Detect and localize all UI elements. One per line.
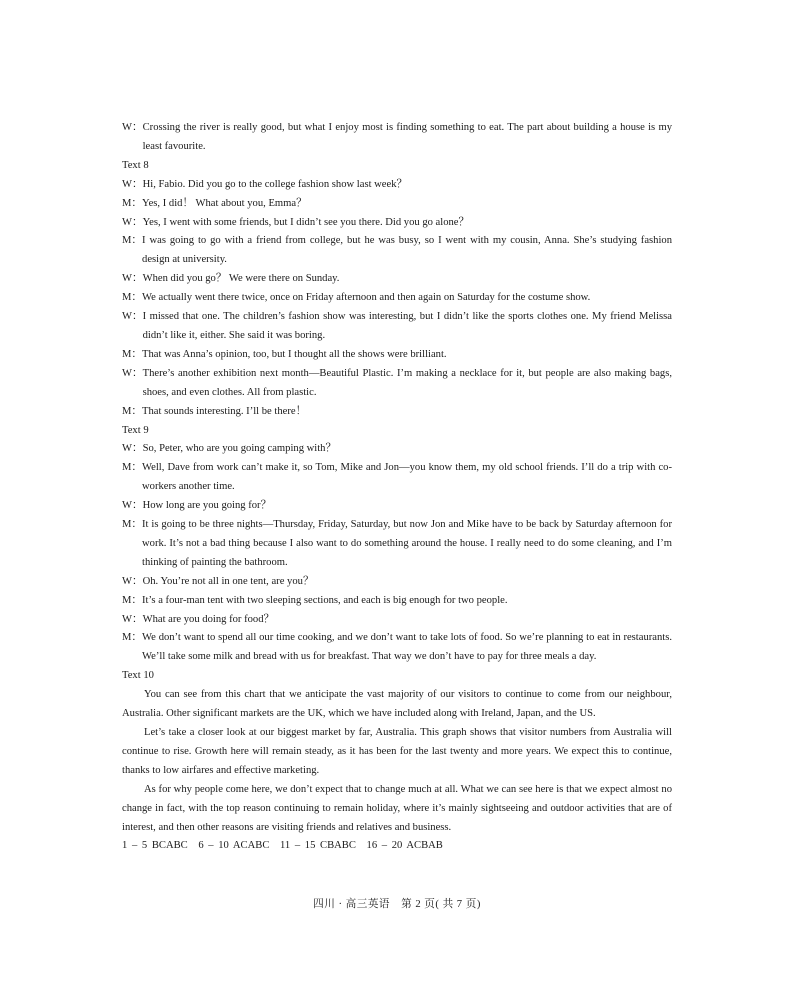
speaker-label: M： [122,519,143,531]
transcript-body [122,119,672,856]
dialogue-line [122,214,672,233]
dialogue-line [122,573,672,592]
speaker-label: W： [122,311,143,323]
speaker-label: M： [122,462,143,474]
dialogue-line [122,592,672,611]
dialogue-text: That sounds interesting. I’ll be there！ [142,405,307,417]
dialogue-text: It’s a four-man tent with two sleeping sections, and each is big enough for two people. [142,594,508,606]
dialogue-text: Yes, I went with some friends, but I didn’t see you there. Did you go alone？ [142,216,470,228]
section-label-text-8: Text 8 [122,159,149,171]
dialogue-text: It is going to be three nights—Thursday, Friday, Saturday, but now Jon and Mike have to be back by Saturday afternoon for work. It’s not a bad thing because I also want to do something around the house. I really need to do some cleaning, and I’m thinking of painting the bathroom. [142,519,672,568]
dialogue-line [122,308,672,346]
speaker-label: M： [122,405,143,417]
page-footer: 四川 · 高三英语 第 2 页( 共 7 页) [313,899,481,910]
dialogue-text: Crossing the river is really good, but what I enjoy most is finding something to eat. The part about building a house is my least favourite. [142,122,672,152]
dialogue-line [122,270,672,289]
dialogue-line [122,497,672,516]
dialogue-line [122,629,672,667]
speaker-label: W： [122,613,143,625]
speaker-label: M： [122,197,143,209]
dialogue-line [122,289,672,308]
speaker-label: W： [122,367,143,379]
speaker-label: M： [122,292,143,304]
dialogue-text: I missed that one. The children’s fashion show was interesting, but I didn’t like the sports clothes one. My friend Melissa didn’t like it, either. She said it was boring. [142,311,672,341]
text10-paragraph: As for why people come here, we don’t expect that to change much at all. What we can see here is that we expect almost no change in fact, with the top reason continuing to remain holiday, where it’s mainly sightseeing and outdoor activities that are of interest, and then other reasons are visiting friends and relatives and business. [122,783,672,833]
dialogue-line [122,119,672,157]
text10-paragraph: You can see from this chart that we anticipate the vast majority of our visitors to continue to come from our neighbour, Australia. Other significant markets are the UK, which we have included along with Ireland, Japan, and the US. [122,689,672,720]
speaker-label: W： [122,216,143,228]
dialogue-text: There’s another exhibition next month—Beautiful Plastic. I’m making a necklace for it, but people are also making bags, shoes, and even clothes. All from plastic. [142,367,672,398]
dialogue-line [122,516,672,573]
dialogue-text: Hi, Fabio. Did you go to the college fashion show last week？ [142,178,408,190]
dialogue-line [122,440,672,459]
dialogue-line [122,346,672,365]
speaker-label: M： [122,594,143,606]
speaker-label: M： [122,235,143,247]
dialogue-text: What are you doing for food？ [142,613,275,625]
dialogue-line [122,611,672,630]
speaker-label: W： [122,575,143,587]
dialogue-line [122,365,672,403]
speaker-label: M： [122,348,143,360]
dialogue-line [122,403,672,422]
section-label-text-9: Text 9 [122,424,149,436]
speaker-label: W： [122,443,143,455]
dialogue-text: Yes, I did！ What about you, Emma？ [142,197,307,209]
dialogue-line [122,195,672,214]
answer-key: 1 – 5 BCABC 6 – 10 ACABC 11 – 15 CBABC 16 – 20 ACBAB [122,840,443,852]
speaker-label: W： [122,178,143,190]
dialogue-text: How long are you going for？ [142,500,272,512]
speaker-label: W： [122,273,143,285]
dialogue-text: When did you go？ We were there on Sunday. [142,273,340,285]
speaker-label: W： [122,122,143,133]
dialogue-text: I was going to go with a friend from college, but he was busy, so I went with my cousin, Anna. She’s studying fashion design at university. [142,235,672,266]
dialogue-text: That was Anna’s opinion, too, but I thought all the shows were brilliant. [142,348,447,360]
dialogue-text: Well, Dave from work can’t make it, so Tom, Mike and Jon—you know them, my old school friends. I’ll do a trip with co-workers another time. [142,462,672,493]
dialogue-text: Oh. You’re not all in one tent, are you？ [142,575,314,587]
section-label-text-10: Text 10 [122,670,154,682]
speaker-label: W： [122,500,143,512]
speaker-label: M： [122,632,143,644]
text10-paragraph: Let’s take a closer look at our biggest market by far, Australia. This graph shows that visitor numbers from Australia will continue to rise. Growth here will remain steady, as it has been for the last twenty and more years. We expect this to continue, thanks to low airfares and effective marketing. [122,727,672,776]
dialogue-line [122,176,672,195]
dialogue-line [122,459,672,497]
dialogue-text: We don’t want to spend all our time cooking, and we don’t want to take lots of food. So we’re planning to eat in restaurants. We’ll take some milk and bread with us for breakfast. That way we don’t have to pay for three meals a day. [142,632,672,663]
dialogue-text: We actually went there twice, once on Friday afternoon and then again on Saturday for the costume show. [142,292,591,304]
dialogue-text: So, Peter, who are you going camping with？ [142,443,337,455]
dialogue-line [122,232,672,270]
